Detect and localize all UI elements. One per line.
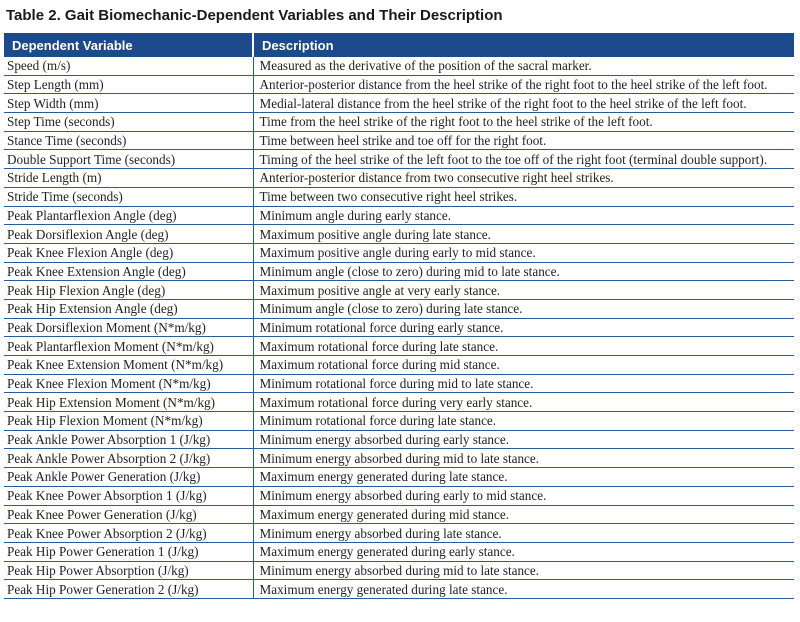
table-row xyxy=(4,505,794,524)
description-cell: Maximum positive angle at very early stance. xyxy=(253,281,794,300)
variable-cell: Step Length (mm) xyxy=(4,75,253,94)
description-cell: Medial-lateral distance from the heel strike of the right foot to the heel strike of the left foot. xyxy=(253,94,794,113)
table-row xyxy=(4,150,794,169)
description-cell: Maximum positive angle during late stance. xyxy=(253,225,794,244)
variable-cell: Peak Ankle Power Absorption 2 (J/kg) xyxy=(4,449,253,468)
table-row xyxy=(4,486,794,505)
description-cell: Timing of the heel strike of the left foot to the toe off of the right foot (terminal double support). xyxy=(253,150,794,169)
variable-cell: Peak Plantarflexion Moment (N*m/kg) xyxy=(4,337,253,356)
description-cell: Anterior-posterior distance from two consecutive right heel strikes. xyxy=(253,169,794,188)
description-cell: Minimum energy absorbed during early to mid stance. xyxy=(253,486,794,505)
variable-cell: Peak Hip Extension Moment (N*m/kg) xyxy=(4,393,253,412)
description-cell: Maximum rotational force during late stance. xyxy=(253,337,794,356)
table-row xyxy=(4,94,794,113)
table-row xyxy=(4,281,794,300)
description-cell: Maximum rotational force during very early stance. xyxy=(253,393,794,412)
table-row xyxy=(4,580,794,599)
description-cell: Maximum rotational force during mid stance. xyxy=(253,356,794,375)
description-cell: Minimum energy absorbed during mid to late stance. xyxy=(253,561,794,580)
variable-cell: Peak Knee Power Absorption 1 (J/kg) xyxy=(4,486,253,505)
table-row xyxy=(4,318,794,337)
description-cell: Time between two consecutive right heel strikes. xyxy=(253,187,794,206)
table-row xyxy=(4,206,794,225)
table-row xyxy=(4,225,794,244)
table-row xyxy=(4,524,794,543)
table-body xyxy=(4,57,794,598)
variable-cell: Stance Time (seconds) xyxy=(4,131,253,150)
description-cell: Measured as the derivative of the position of the sacral marker. xyxy=(253,57,794,75)
variable-cell: Peak Hip Flexion Moment (N*m/kg) xyxy=(4,412,253,431)
table-row xyxy=(4,57,794,75)
variable-cell: Peak Knee Power Generation (J/kg) xyxy=(4,505,253,524)
description-cell: Maximum energy generated during early stance. xyxy=(253,542,794,561)
table-row xyxy=(4,449,794,468)
variable-cell: Stride Time (seconds) xyxy=(4,187,253,206)
variable-cell: Peak Hip Power Generation 2 (J/kg) xyxy=(4,580,253,599)
table-row xyxy=(4,75,794,94)
description-cell: Minimum angle during early stance. xyxy=(253,206,794,225)
variable-cell: Step Width (mm) xyxy=(4,94,253,113)
variable-cell: Peak Ankle Power Absorption 1 (J/kg) xyxy=(4,430,253,449)
table-row xyxy=(4,187,794,206)
description-cell: Time between heel strike and toe off for the right foot. xyxy=(253,131,794,150)
variable-cell: Peak Hip Flexion Angle (deg) xyxy=(4,281,253,300)
description-cell: Anterior-posterior distance from the heel strike of the right foot to the heel strike of the left foot. xyxy=(253,75,794,94)
description-cell: Minimum rotational force during late stance. xyxy=(253,412,794,431)
table-row xyxy=(4,337,794,356)
variable-cell: Double Support Time (seconds) xyxy=(4,150,253,169)
description-cell: Maximum positive angle during early to mid stance. xyxy=(253,243,794,262)
description-cell: Maximum energy generated during mid stance. xyxy=(253,505,794,524)
description-cell: Minimum energy absorbed during mid to late stance. xyxy=(253,449,794,468)
variable-cell: Speed (m/s) xyxy=(4,57,253,75)
column-header-variable: Dependent Variable xyxy=(4,33,253,57)
description-cell: Maximum energy generated during late stance. xyxy=(253,580,794,599)
description-cell: Time from the heel strike of the right foot to the heel strike of the left foot. xyxy=(253,113,794,132)
description-cell: Minimum rotational force during early stance. xyxy=(253,318,794,337)
variable-cell: Peak Knee Extension Moment (N*m/kg) xyxy=(4,356,253,375)
description-cell: Minimum angle (close to zero) during late stance. xyxy=(253,299,794,318)
header-row xyxy=(4,33,794,57)
table-row xyxy=(4,430,794,449)
table-row xyxy=(4,113,794,132)
description-cell: Minimum rotational force during mid to late stance. xyxy=(253,374,794,393)
table-row xyxy=(4,356,794,375)
table-row xyxy=(4,412,794,431)
table-row xyxy=(4,131,794,150)
table-row xyxy=(4,243,794,262)
variable-cell: Peak Plantarflexion Angle (deg) xyxy=(4,206,253,225)
variable-cell: Peak Hip Power Absorption (J/kg) xyxy=(4,561,253,580)
table-row xyxy=(4,169,794,188)
table-row xyxy=(4,393,794,412)
variable-cell: Peak Knee Flexion Angle (deg) xyxy=(4,243,253,262)
column-header-description: Description xyxy=(253,33,794,57)
variable-cell: Peak Dorsiflexion Angle (deg) xyxy=(4,225,253,244)
table-row xyxy=(4,561,794,580)
description-cell: Maximum energy generated during late stance. xyxy=(253,468,794,487)
variable-cell: Stride Length (m) xyxy=(4,169,253,188)
variable-cell: Peak Ankle Power Generation (J/kg) xyxy=(4,468,253,487)
table-row xyxy=(4,262,794,281)
table-row xyxy=(4,299,794,318)
table-row xyxy=(4,374,794,393)
table-row xyxy=(4,542,794,561)
variable-cell: Peak Hip Power Generation 1 (J/kg) xyxy=(4,542,253,561)
variable-cell: Step Time (seconds) xyxy=(4,113,253,132)
variable-cell: Peak Dorsiflexion Moment (N*m/kg) xyxy=(4,318,253,337)
variable-cell: Peak Knee Extension Angle (deg) xyxy=(4,262,253,281)
table-row xyxy=(4,468,794,487)
variables-table xyxy=(4,33,794,599)
variable-cell: Peak Knee Power Absorption 2 (J/kg) xyxy=(4,524,253,543)
variable-cell: Peak Hip Extension Angle (deg) xyxy=(4,299,253,318)
description-cell: Minimum energy absorbed during late stance. xyxy=(253,524,794,543)
description-cell: Minimum energy absorbed during early stance. xyxy=(253,430,794,449)
variable-cell: Peak Knee Flexion Moment (N*m/kg) xyxy=(4,374,253,393)
table-caption: Table 2. Gait Biomechanic-Dependent Variables and Their Description xyxy=(6,7,503,24)
description-cell: Minimum angle (close to zero) during mid to late stance. xyxy=(253,262,794,281)
